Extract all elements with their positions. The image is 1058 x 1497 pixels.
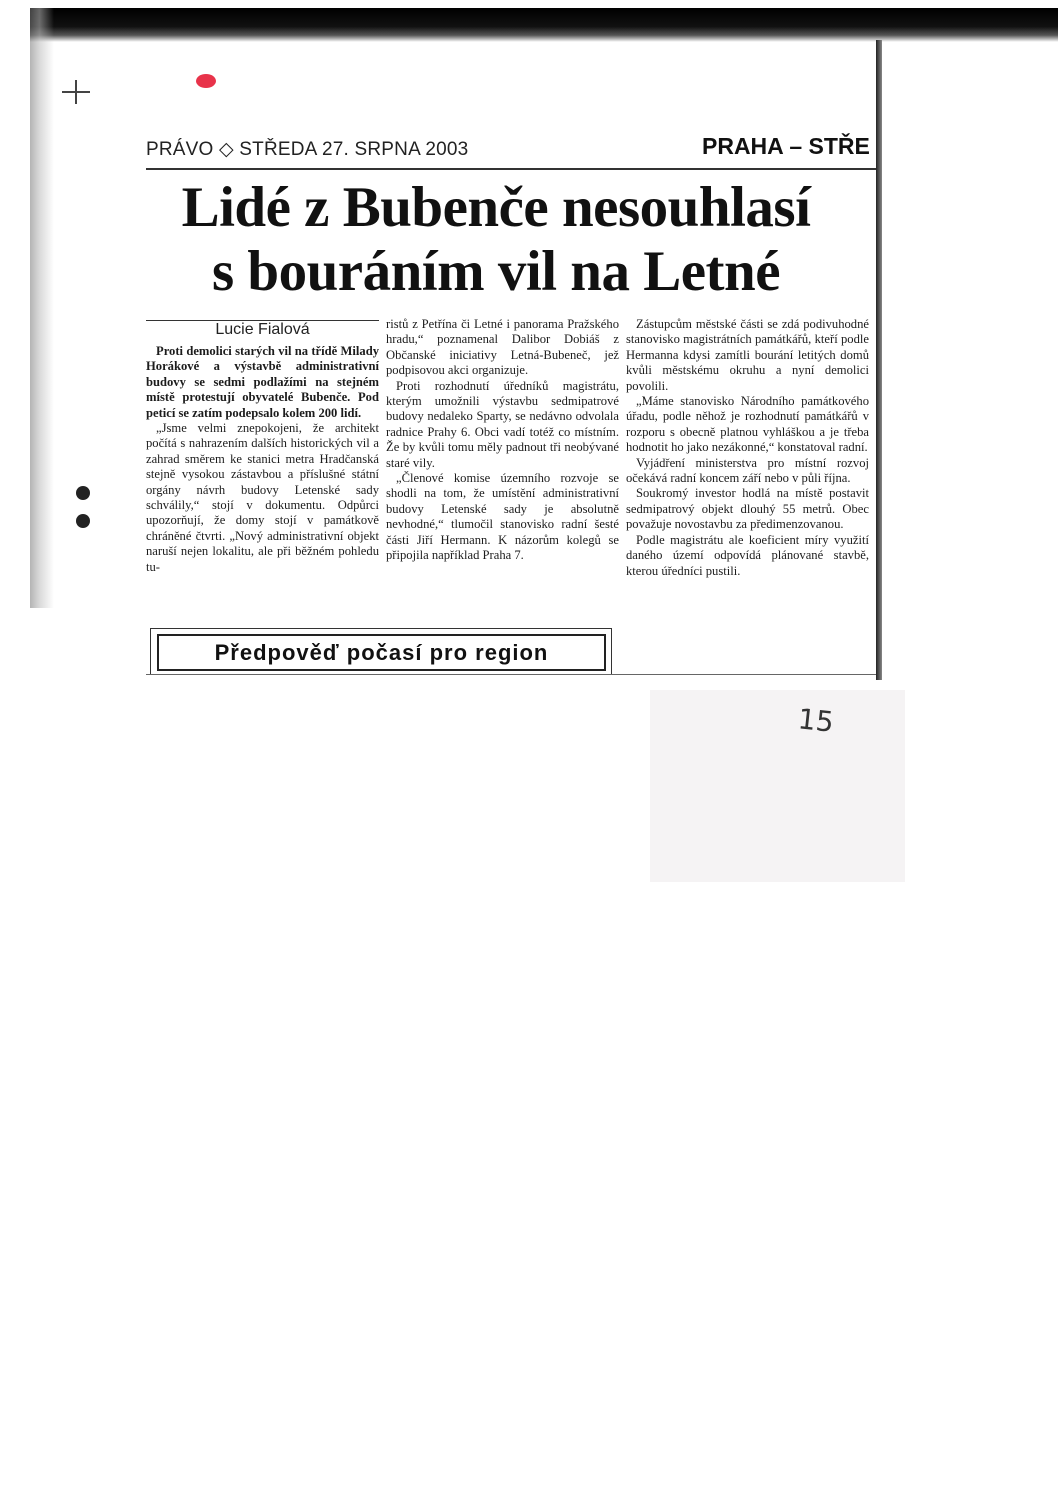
article-paragraph: „Jsme velmi znepokojeni, že architekt počítá s nahrazením dalších historických vil a zahrad směrem ke stanici metra Hradčanská stejně vysokou zástavbou a příslušné státní orgány návrh budovy Letenské sady schválily,“ stojí v dokumentu. Odpůrci upozorňují, že domy stojí v památkově chráněné čtvrti. „Nový administrativní objekt naruší nejen lokalitu, ale při běžném pohledu tu- <box>146 421 379 574</box>
article-column-3 <box>626 317 869 579</box>
article-paragraph: „Máme stanovisko Národního památkového úřadu, podle něhož je rozhodnutí památkářů v rozporu s obecně platnou vyhláškou a je třeba hodnotit ho jako nezákonné,“ konstatoval radní. <box>626 394 869 455</box>
red-marker-dot <box>196 74 216 88</box>
scan-shadow-top <box>30 8 1058 42</box>
article-paragraph: Proti rozhodnutí úředníků magistrátu, kterým umožnili výstavbu sedmipatrové budovy nedaleko Sparty, se nedávno odvolala radnice Prahy 6. Obci vadí totéž co místním. Že by kvůli tomu měly padnout tři neobývané staré vily. <box>386 378 619 470</box>
article-column-2 <box>386 317 619 564</box>
article-paragraph: Vyjádření ministerstva pro místní rozvoj očekává radní koncem září nebo v půli října. <box>626 455 869 486</box>
article-paragraph: Podle magistrátu ale koeficient míry využití daného území odpovídá plánované stavbě, kterou úředníci pustili. <box>626 532 869 578</box>
section-header: PRAHA – STŘE <box>702 133 870 159</box>
bottom-rule <box>146 674 876 675</box>
handwritten-page-number: 15 <box>796 702 836 739</box>
article-paragraph: Soukromý investor hodlá na místě postavit sedmipatrový objekt dlouhý 55 metrů. Obec považuje novostavbu za předimenzovanou. <box>626 486 869 532</box>
article-column-1 <box>146 344 379 575</box>
registration-mark-icon <box>62 80 90 104</box>
binder-hole-icon <box>76 486 90 500</box>
headline-line-2: s bouráním vil na Letné <box>211 240 781 303</box>
newspaper-masthead: PRÁVO ◇ STŘEDA 27. SRPNA 2003 <box>146 139 469 160</box>
scan-shadow-left <box>30 8 54 608</box>
article-paragraph: Zástupcům městské části se zdá podivuhodné stanovisko magistrátních památkářů, kteří podle Hermanna kdysi zamítli bourání letitých domů kvůli městskému okruhu a nyní demolici povolili. <box>626 317 869 393</box>
article-byline: Lucie Fialová <box>215 321 310 338</box>
headline-line-1: Lidé z Bubenče nesouhlasí <box>181 176 811 239</box>
article-lead: Proti demolici starých vil na třídě Milady Horákové a výstavbě administrativní budovy se sedmi podlažími na stejném místě protestují obyvatelé Bubenče. Pod peticí se zatím podepsalo kolem 200 lidí. <box>146 344 379 420</box>
article-headline <box>146 176 846 304</box>
binder-hole-icon <box>76 514 90 528</box>
weather-forecast-title: Předpověď počasí pro region <box>157 634 606 671</box>
article-paragraph: ristů z Petřína či Letné i panorama Pražského hradu,“ poznamenal Dalibor Dobiáš z Občanské iniciativy Letná-Bubeneč, jež podpisovou akci organizuje. <box>386 317 619 378</box>
note-paper <box>650 690 905 882</box>
weather-forecast-box <box>150 628 612 675</box>
article-paragraph: „Členové komise územního rozvoje se shodli na tom, že umístění administrativní budovy Letenské sady je absolutně nevhodné,“ tlumočil stanovisko radní šesté části Jiří Hermann. K názorům kolegů se připojila například Praha 7. <box>386 471 619 563</box>
header-rule <box>146 168 876 170</box>
